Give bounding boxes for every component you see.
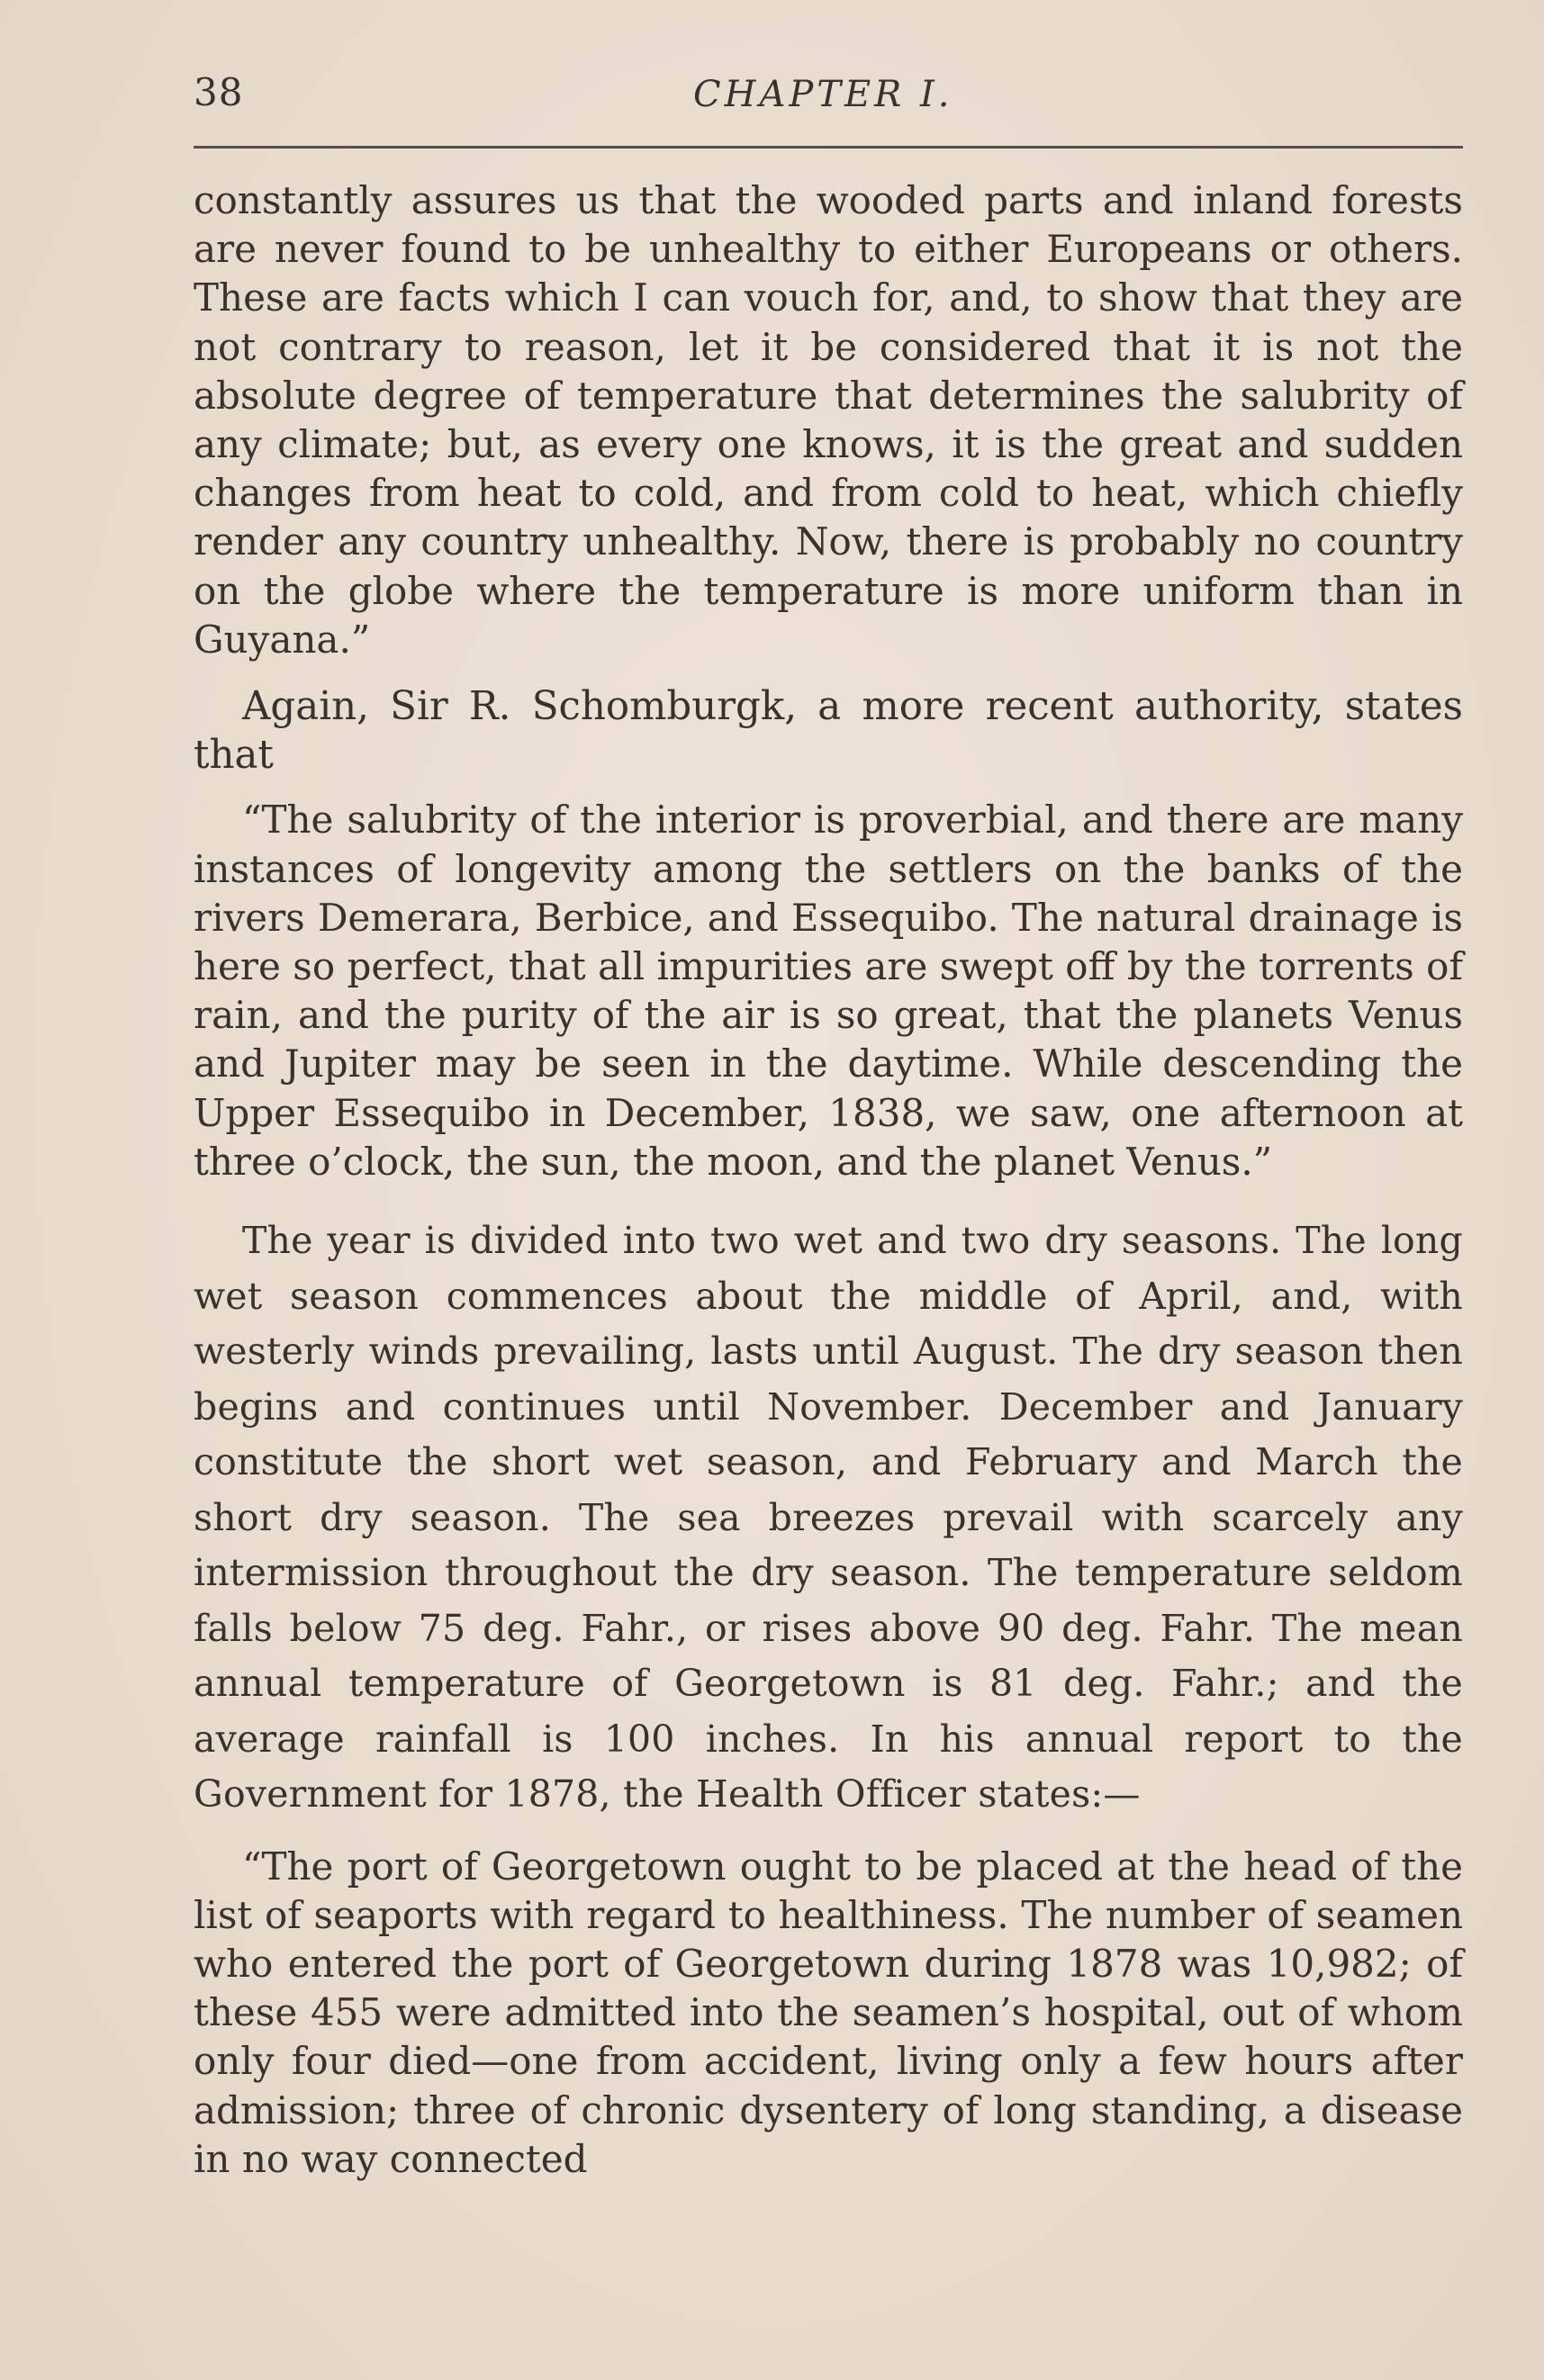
paragraph-schomburgk-quote: “The salubrity of the interior is proverbial, and there are many instances of longevity among the settlers on the banks of the rivers Demerara, Berbice, and Essequibo. The natural drainage is here so perfect, that all impurities are swept off by the torrents of rain, and the purity of the air is so great, that the planets Venus and Jupiter may be seen in the daytime. While descending the Upper Essequibo in December, 1838, we saw, one afternoon at three o’clock, the sun, the moon, and the planet Venus.” xyxy=(194,798,1463,1184)
paragraph-schomburgk-intro: Again, Sir R. Schomburgk, a more recent authority, states that xyxy=(194,684,1463,779)
paragraph-health-officer-quote: “The port of Georgetown ought to be placed at the head of the list of seaports with regard to healthiness. The number of seamen who entered the port of Georgetown during 1878 was 10,982; of these 455 were admitted into the seamen’s hospital, out of whom only four died—one from accident, living only a few hours after admission; three of chronic dysentery of long standing, a disease in no way connected xyxy=(194,1844,1463,2181)
paragraph-quote-continuation: constantly assures us that the wooded parts and inland forests are never found to be unhealthy to either Europeans or others. These are facts which I can vouch for, and, to show that they are not contrary to reason, let it be considered that it is not the absolute degree of temperature that determines the salubrity of any climate; but, as every one knows, it is the great and sudden changes from heat to cold, and from cold to heat, which chiefly render any country unhealthy. Now, there is probably no country on the globe where the temperature is more uniform than in Guyana.” xyxy=(194,178,1463,662)
chapter-heading: CHAPTER I. xyxy=(693,74,953,115)
paragraph-seasons: The year is divided into two wet and two dry seasons. The long wet season commences about the middle of April, and, with westerly winds prevailing, lasts until August. The dry season then begins and continues until November. December and January constitute the short wet season, and February and March the short dry season. The sea breezes prevail with scarcely any intermission throughout the dry season. The temperature seldom falls below 75 deg. Fahr., or rises above 90 deg. Fahr. The mean annual temperature of Georgetown is 81 deg. Fahr.; and the average rainfall is 100 inches. In his annual report to the Government for 1878, the Health Officer states:— xyxy=(194,1219,1463,1817)
page-header xyxy=(194,70,1463,124)
page-number: 38 xyxy=(194,70,244,114)
body-text xyxy=(194,176,1463,2184)
header-rule xyxy=(194,146,1463,149)
